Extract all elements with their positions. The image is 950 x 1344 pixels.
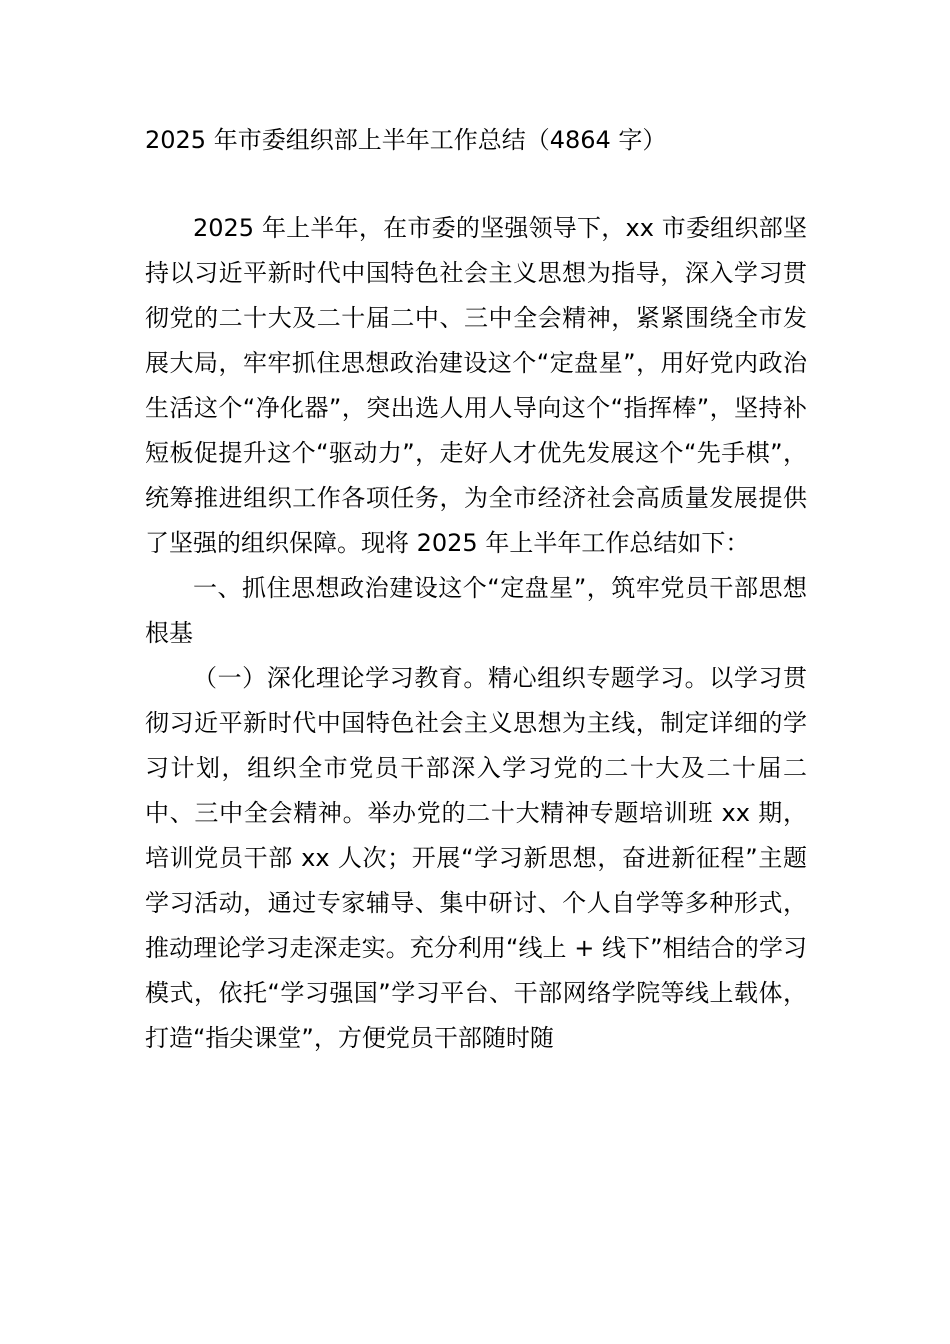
subsection-paragraph: （一）深化理论学习教育。精心组织专题学习。以学习贯彻习近平新时代中国特色社会主义思想为主线，制定详细的学习计划，组织全市党员干部深入学习党的二十大及二十届二中、三中全会精神。举办党的二十大精神专题培训班 xx 期，培训党员干部 xx 人次；开展“学习新思想，奋进新征程”主题学习活动，通过专家辅导、集中研讨、个人自学等多种形式，推动理论学习走深走实。充分利用“线上 + 线下”相结合的学习模式，依托“学习强国”学习平台、干部网络学院等线上载体，打造“指尖课堂”，方便党员干部随时随 — [145, 664, 807, 1052]
section-heading: 一、抓住思想政治建设这个“定盘星”，筑牢党员干部思想根基 — [145, 574, 807, 647]
intro-paragraph: 2025 年上半年，在市委的坚强领导下，xx 市委组织部坚持以习近平新时代中国特色社会主义思想为指导，深入学习贯彻党的二十大及二十届二中、三中全会精神，紧紧围绕全市发展大局，牢牢抓住思想政治建设这个“定盘星”，用好党内政治生活这个“净化器”，突出选人用人导向这个“指挥棒”，坚持补短板促提升这个“驱动力”，走好人才优先发展这个“先手棋”，统筹推进组织工作各项任务，为全市经济社会高质量发展提供了坚强的组织保障。现将 2025 年上半年工作总结如下： — [145, 214, 807, 557]
document-body — [145, 206, 807, 1061]
document-title: 2025 年市委组织部上半年工作总结（4864 字） — [145, 126, 667, 154]
